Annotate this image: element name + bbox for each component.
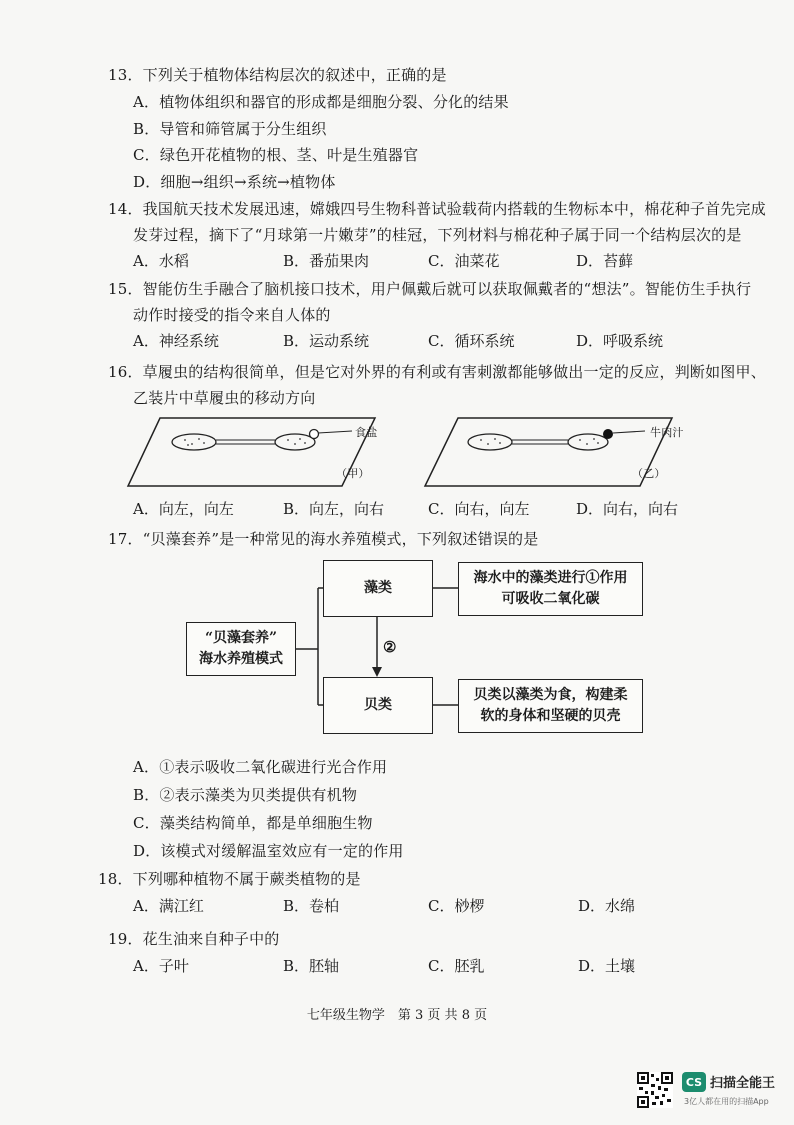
q17-option-d: D．该模式对缓解温室效应有一定的作用 [133,842,404,860]
q17-box-algae: 藻类 [323,560,433,617]
q15-stem-line2: 动作时接受的指令来自人体的 [133,306,331,324]
q16-option-d: D．向右，向右 [576,500,679,518]
scanner-app-name: 扫描全能王 [710,1076,776,1091]
q13-option-d: D．细胞→组织→系统→植物体 [133,173,336,191]
q13-option-a: A．植物体组织和器官的形成都是细胞分裂、分化的结果 [133,93,509,111]
q16-stem-line2: 乙装片中草履虫的移动方向 [133,389,316,407]
q15-option-a: A．神经系统 [133,332,219,350]
q17-box-shellfish: 贝类 [323,677,433,734]
q17-stem: 17．“贝藻套养”是一种常见的海水养殖模式，下列叙述错误的是 [108,530,539,548]
q13-stem: 13．下列关于植物体结构层次的叙述中，正确的是 [108,66,447,84]
slide-yi-beef-juice [603,429,613,439]
q14-option-b: B．番茄果肉 [283,252,370,270]
q14-option-d: D．苔藓 [576,252,634,270]
page-footer: 七年级生物学 第 3 页 共 8 页 [306,1008,488,1023]
slide-yi-stimulus-label: 牛肉汁 [650,426,684,439]
q19-option-a: A．子叶 [133,957,189,975]
q14-stem-line2: 发芽过程，摘下了“月球第一片嫩芽”的桂冠，下列材料与棉花种子属于同一个结构层次的是 [133,226,742,244]
q18-stem: 18．下列哪种植物不属于蕨类植物的是 [98,870,361,888]
slide-yi-drop-left [468,434,512,450]
q18-option-d: D．水绵 [578,897,636,915]
q19-option-b: B．胚轴 [283,957,340,975]
q19-stem: 19．花生油来自种子中的 [108,930,280,948]
q19-option-c: C．胚乳 [428,957,485,975]
scanner-logo-icon: CS [682,1072,706,1092]
q17-option-a: A．①表示吸收二氧化碳进行光合作用 [133,758,388,776]
q16-stem-line1: 16．草履虫的结构很简单，但是它对外界的有利或有害刺激都能够做出一定的反应，判断如图甲、 [108,363,766,381]
q14-stem-line1: 14．我国航天技术发展迅速，嫦娥四号生物科普试验载荷内搭载的生物标本中，棉花种子首先完成 [108,200,766,218]
q16-option-a: A．向左，向左 [133,500,234,518]
slide-yi-drop-right [568,434,608,450]
q18-option-b: B．卷柏 [283,897,340,915]
q17-option-b: B．②表示藻类为贝类提供有机物 [133,786,358,804]
q15-option-c: C．循环系统 [428,332,515,350]
slide-jia-label: （甲） [336,467,370,480]
q15-stem-line1: 15．智能仿生手融合了脑机接口技术，用户佩戴后就可以获取佩戴者的“想法”。智能仿生手执行 [108,280,752,298]
q13-option-b: B．导管和筛管属于分生组织 [133,120,327,138]
q15-option-b: B．运动系统 [283,332,370,350]
qr-code-icon [637,1072,673,1108]
q18-option-c: C．桫椤 [428,897,485,915]
q16-option-c: C．向右，向左 [428,500,530,518]
q17-arrow-label: ② [383,638,397,656]
q14-option-a: A．水稻 [133,252,189,270]
slide-jia-salt [310,430,319,439]
q17-box-shellfish-note: 贝类以藻类为食，构建柔 软的身体和坚硬的贝壳 [458,679,643,733]
slide-jia-drop-right [275,434,315,450]
q19-option-d: D．土壤 [578,957,636,975]
q17-box-algae-note: 海水中的藻类进行①作用 可吸收二氧化碳 [458,562,643,616]
q17-box-main: “贝藻套养” 海水养殖模式 [186,622,296,676]
slide-yi-label: （乙） [632,467,666,480]
scanner-app-tagline: 3亿人都在用的扫描App [684,1097,769,1106]
q18-option-a: A．满江红 [133,897,204,915]
q16-slides-figure [0,410,794,495]
q15-option-d: D．呼吸系统 [576,332,664,350]
slide-jia-drop-left [172,434,216,450]
q17-option-c: C．藻类结构简单，都是单细胞生物 [133,814,373,832]
slide-jia-stimulus-label: 食盐 [355,426,378,439]
q16-option-b: B．向左，向右 [283,500,385,518]
q14-option-c: C．油菜花 [428,252,500,270]
q13-option-c: C．绿色开花植物的根、茎、叶是生殖器官 [133,146,419,164]
